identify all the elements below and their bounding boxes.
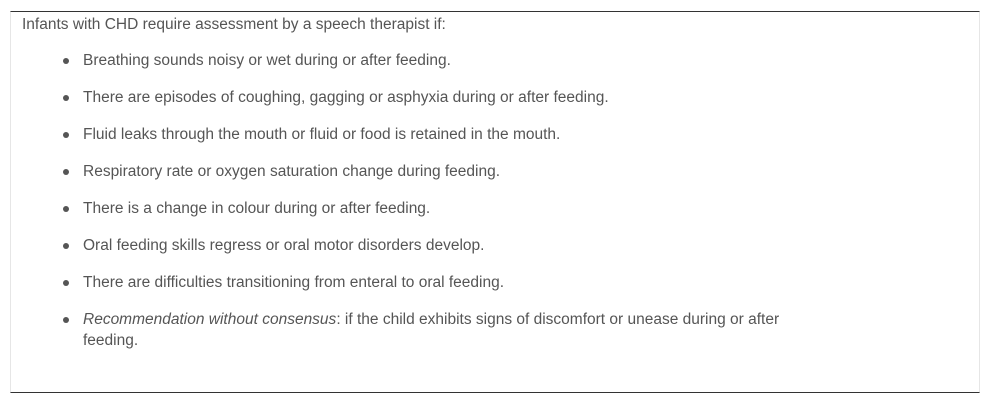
list-item [11, 87, 803, 108]
bullet-icon [63, 317, 69, 323]
bullet-icon [63, 243, 69, 249]
list-item-text: Oral feeding skills regress or oral motor disorders develop. [83, 237, 485, 254]
list-item [11, 198, 803, 219]
list-item-text: Fluid leaks through the mouth or fluid or food is retained in the mouth. [83, 126, 561, 143]
list-item-text: There are episodes of coughing, gagging or asphyxia during or after feeding. [83, 89, 609, 106]
intro-text: Infants with CHD require assessment by a speech therapist if: [22, 16, 446, 33]
list-item [11, 235, 803, 256]
bullet-icon [63, 95, 69, 101]
bullet-icon [63, 169, 69, 175]
list-item [11, 124, 803, 145]
list-item-recommendation [11, 309, 803, 351]
list-item-text: Breathing sounds noisy or wet during or after feeding. [83, 52, 451, 69]
content-box [10, 11, 980, 393]
bullet-icon [63, 58, 69, 64]
recommendation-text: : if the child exhibits signs of discomfort or unease during or after feeding. [83, 311, 780, 349]
list-item-text: There is a change in colour during or after feeding. [83, 200, 431, 217]
bullet-icon [63, 280, 69, 286]
list-item [11, 272, 803, 293]
list-item-text: There are difficulties transitioning from enteral to oral feeding. [83, 274, 505, 291]
bullet-icon [63, 132, 69, 138]
bullet-icon [63, 206, 69, 212]
list-item [11, 50, 803, 71]
recommendation-emphasis: Recommendation without consensus [83, 311, 337, 328]
list-item [11, 161, 803, 182]
criteria-list [11, 50, 979, 367]
list-item-text: Respiratory rate or oxygen saturation change during feeding. [83, 163, 501, 180]
